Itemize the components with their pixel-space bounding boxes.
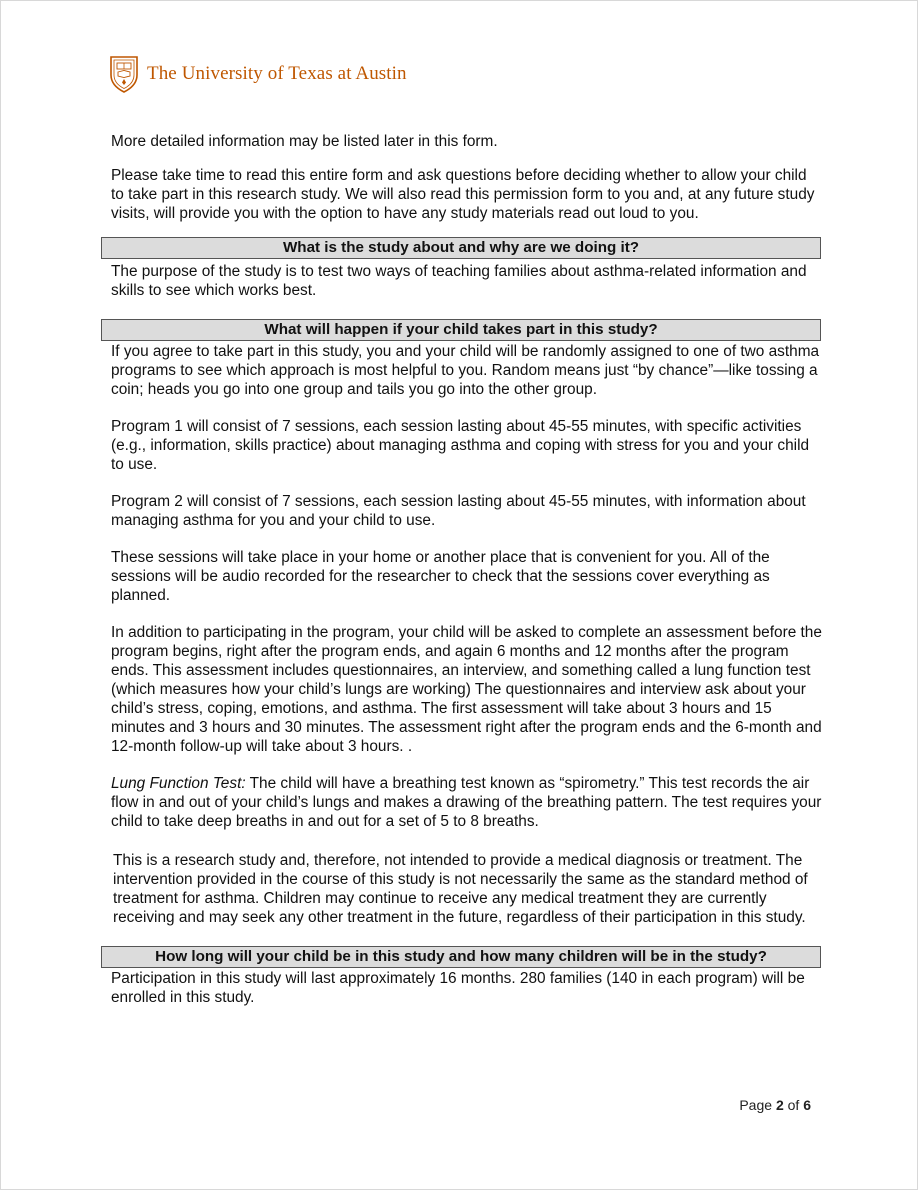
- total-pages: 6: [803, 1097, 811, 1113]
- body-paragraph: Program 1 will consist of 7 sessions, each session lasting about 45-55 minutes, with specific activities (e.g., information, skills practice) about managing asthma and coping with stress for you and your child to use.: [111, 418, 810, 473]
- body-paragraph: The purpose of the study is to test two ways of teaching families about asthma-related information and skills to see which works best.: [111, 263, 807, 299]
- current-page: 2: [775, 1097, 784, 1113]
- document-body: [111, 132, 823, 1007]
- body-paragraph: If you agree to take part in this study, you and your child will be randomly assigned to one of two asthma programs to see which approach is most helpful to you. Random means just “by chance”—like tossing a coin; heads you go into one group and tails you go into the other group.: [111, 343, 820, 398]
- body-paragraph: These sessions will take place in your home or another place that is convenient for you. All of the sessions will be audio recorded for the researcher to check that the sessions cover everything as planned.: [111, 549, 770, 604]
- page-label: Page: [739, 1097, 773, 1113]
- lung-function-text: The child will have a breathing test known as “spirometry.” This test records the air flow in and out of your child’s lungs and makes a drawing of the breathing pattern. The test requires your child to take deep breaths in and out for a set of 5 to 8 breaths.: [111, 775, 822, 830]
- intro-paragraph: More detailed information may be listed later in this form.: [111, 133, 498, 150]
- body-paragraph: Participation in this study will last approximately 16 months. 280 families (140 in each program) will be enrolled in this study.: [111, 970, 805, 1006]
- section-heading-how-long: How long will your child be in this study and how many children will be in the study?: [101, 946, 821, 968]
- intro-paragraph: Please take time to read this entire form and ask questions before deciding whether to allow your child to take part in this research study. We will also read this permission form to you and, at any future study visits, will provide you with the option to have any study materials read out loud to you.: [111, 167, 815, 222]
- ut-seal-icon: [109, 55, 139, 93]
- university-name: The University of Texas at Austin: [147, 63, 407, 84]
- section-heading-study-about: What is the study about and why are we doing it?: [101, 237, 821, 259]
- letterhead: [109, 55, 407, 93]
- disclaimer-paragraph: This is a research study and, therefore, not intended to provide a medical diagnosis or treatment. The intervention provided in the course of this study is not necessarily the same as the standard method of treatment for asthma. Children may continue to receive any medical treatment they are currently receiving and may seek any other treatment in the future, regardless of their participation in this study.: [113, 852, 808, 926]
- of-label: of: [787, 1097, 800, 1113]
- page-number: [739, 1097, 811, 1113]
- lung-function-paragraph: [111, 774, 823, 831]
- lung-function-label: Lung Function Test:: [111, 775, 246, 792]
- body-paragraph: Program 2 will consist of 7 sessions, each session lasting about 45-55 minutes, with information about managing asthma for you and your child to use.: [111, 493, 806, 529]
- body-paragraph: In addition to participating in the program, your child will be asked to complete an assessment before the program begins, right after the program ends, and again 6 months and 12 months after the program ends. This assessment includes questionnaires, an interview, and something called a lung function test (which measures how your child’s lungs are working) The questionnaires and interview ask about your child’s stress, coping, emotions, and asthma. The first assessment will take about 3 hours and 15 minutes and 3 hours and 30 minutes. The assessment right after the program ends and the 6-month and 12-month follow-up will take about 3 hours. .: [111, 624, 822, 755]
- section-heading-what-will-happen: What will happen if your child takes part in this study?: [101, 319, 821, 341]
